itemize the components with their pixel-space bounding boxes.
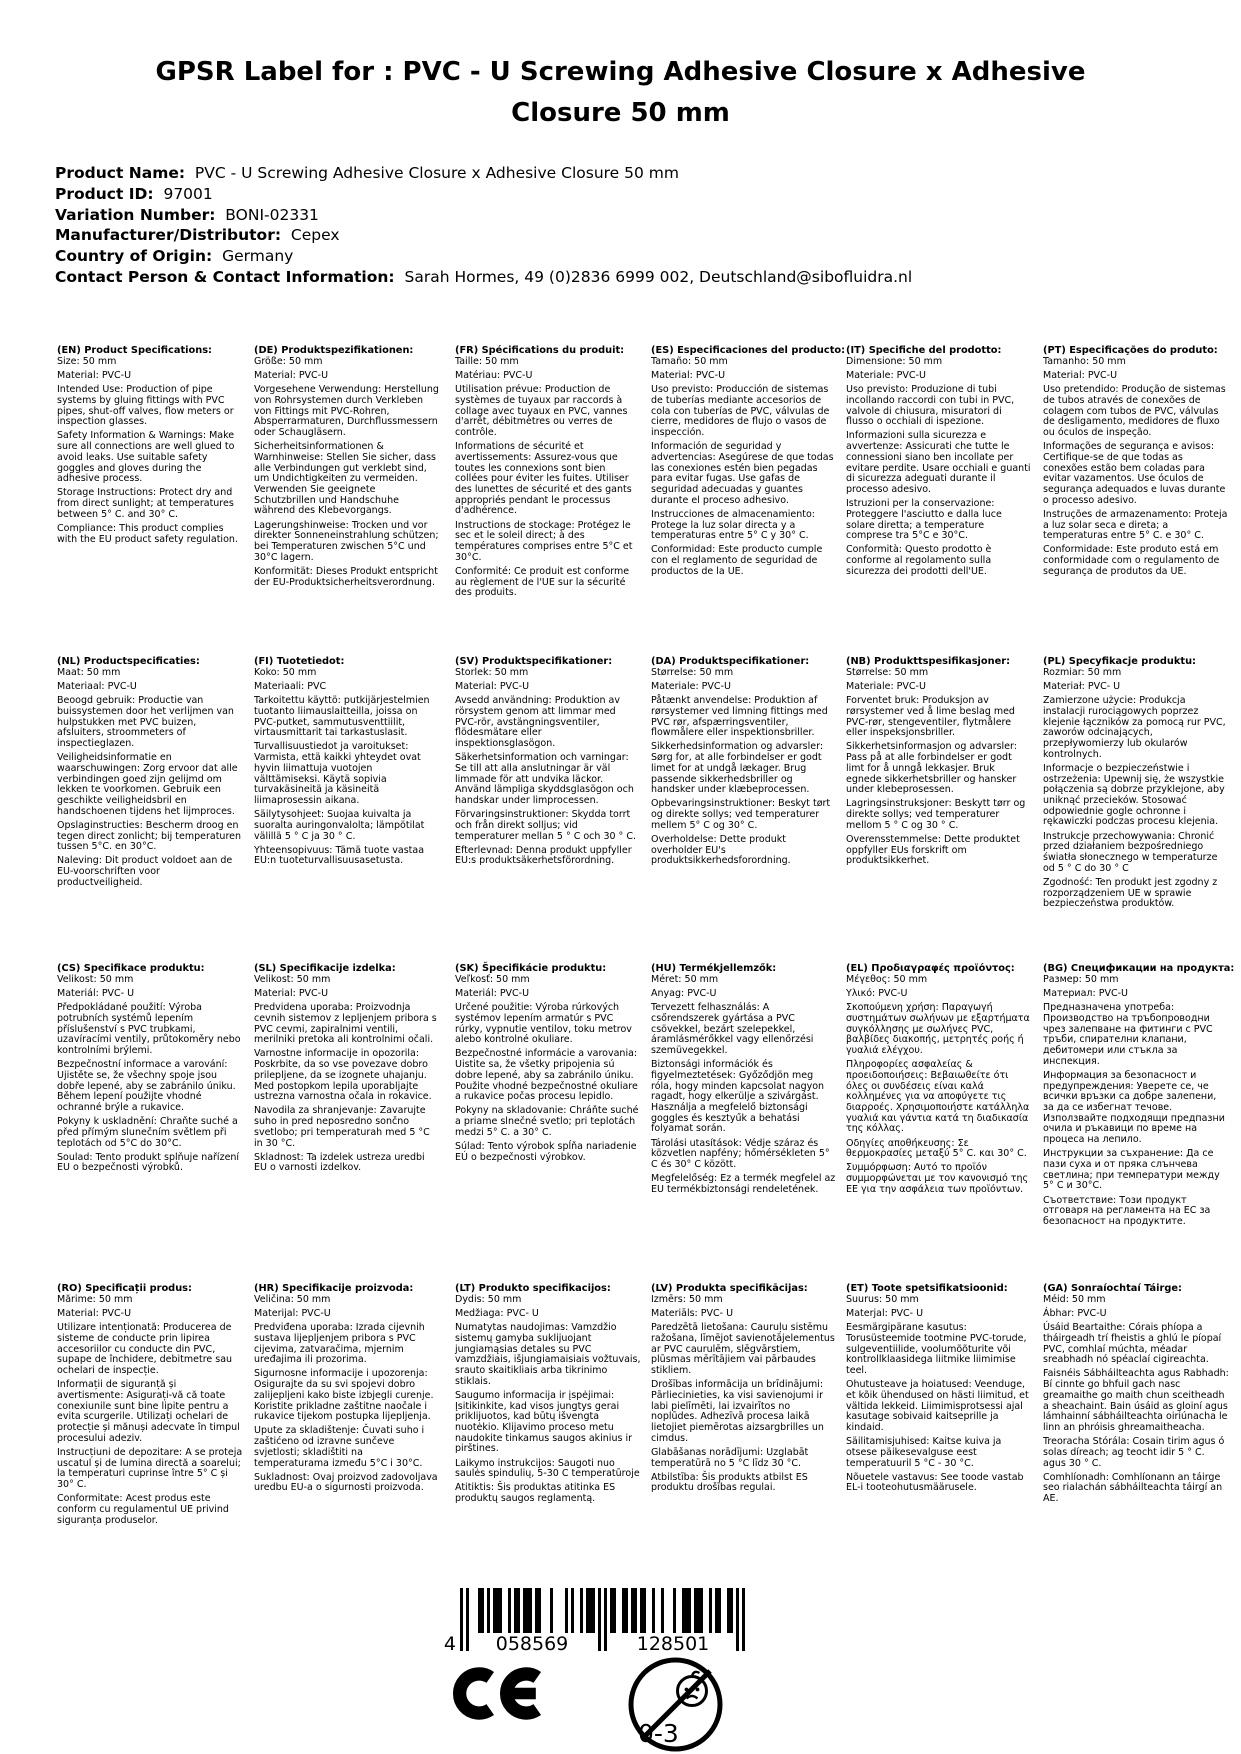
spec-block-et (846, 1284, 1032, 1498)
spec-paragraph: Materiaal: PVC-U (57, 680, 137, 692)
spec-paragraph: Säilitamisjuhised: Kaitse kuiva ja otsese päikesevalguse eest temperatuuril 5 °C - 30 °C. (846, 1436, 1002, 1469)
spec-paragraph: Säilytysohjeet: Suojaa kuivalta ja suoralta auringonvalolta; lämpötilat välillä 5 ° C ja 30 ° C. (254, 809, 425, 842)
spec-paragraph: Σκοπούμενη χρήση: Παραγωγή συστημάτων σωλήνων με εξαρτήματα συγκόλλησης με σωλήνες PVC, βαλβίδες διακοπής, μετρητές ροής ή γυαλιά ελέγχου. (846, 1002, 1030, 1056)
spec-paragraph: Treoracha Stórála: Cosain tirim agus ó solas díreach; ag teocht idir 5 ° C. agus 30 ° C. (1043, 1436, 1225, 1469)
spec-paragraph: Veličina: 50 mm (254, 1293, 331, 1305)
spec-block-header: (GA) Sonraíochtaí Táirge: (1043, 1283, 1182, 1294)
spec-paragraph: Avsedd användning: Produktion av rörsystem genom att limmar med PVC-rör, avstängningsventiler, flödesmätare eller inspektionsglasögon. (455, 695, 620, 749)
spec-paragraph: Materiaali: PVC (254, 680, 327, 692)
spec-paragraph: Predvidena uporaba: Proizvodnja cevnih sistemov z lepljenjem pribora s PVC cevmi, zapiralnimi ventili, merilniki pretoka ali kontrolnimi očali. (254, 1002, 437, 1046)
spec-paragraph: Предназначена употреба: Производство на тръбопроводни чрез залепване на фитинги с PVC тръби, спирателни клапани, дебитомери или стъкла за инспекция. (1043, 1002, 1213, 1067)
spec-paragraph: Conformitate: Acest produs este conform cu regulamentul UE privind siguranța produselor. (57, 1493, 229, 1526)
spec-paragraph: Opslaginstructies: Bescherm droog en tegen direct zonlicht; bij temperaturen tussen 5°C. en 30°C. (57, 819, 242, 853)
spec-paragraph: Material: PVC-U (1043, 369, 1118, 381)
spec-paragraph: Lagringsinstruksjoner: Beskytt tørr og direkte sollys; ved temperaturer mellom 5 ° C og 30 ° C. (846, 798, 1026, 831)
spec-paragraph: Информация за безопасност и предупреждения: Уверете се, че всички връзки са добре залепени, за да се избегнат течове. Използвайте подходящи предпазни очила и ръкавици по време на процеса на лепило. (1043, 1069, 1225, 1146)
spec-paragraph: Größe: 50 mm (254, 355, 323, 367)
barcode-right-group: 128501 (636, 1633, 710, 1655)
spec-paragraph: Predviđena uporaba: Izrada cijevnih sustava lijepljenjem pribora s PVC cijevima, zatvaračima, mjernim uređajima ili prozorima. (254, 1322, 425, 1366)
spec-block-header: (ES) Especificaciones del producto: (651, 345, 846, 356)
spec-block-header: (HR) Specifikacije proizvoda: (254, 1283, 414, 1294)
spec-block-da (651, 657, 837, 871)
spec-paragraph: Material: PVC-U (254, 987, 329, 999)
spec-paragraph: Informações de segurança e avisos: Certifique-se de que todas as conexões estão bem coladas para evitar vazamentos. Use óculos de segurança adequados e luvas durante o processo adesivo. (1043, 441, 1226, 506)
spec-paragraph: Sikkerhetsinformasjon og advarsler: Pass på at alle forbindelser er godt limt for å unngå lekkasjer. Bruk egnede sikkerhetsbriller og hansker under klebeprosessen. (846, 741, 1017, 796)
spec-paragraph: Pokyny na skladovanie: Chráňte suché a priame slnečné svetlo; pri teplotách medzi 5° C. a 30° C. (455, 1105, 639, 1138)
spec-paragraph: Uso previsto: Produzione di tubi incollando raccordi con tubi in PVC, valvole di chiusura, misuratori di flusso o occhiali di ispezione. (846, 384, 1015, 428)
barcode-left-group: 058569 (495, 1633, 569, 1655)
spec-block-cs (57, 964, 243, 1178)
spec-paragraph: Maat: 50 mm (57, 666, 121, 678)
spec-paragraph: Eesmärgipärane kasutus: Torusüsteemide tootmine PVC-torude, sulgeventiilide, voolumõõturite või kontrollklaasidega liitmike liimimise teel. (846, 1322, 1027, 1376)
spec-paragraph: Velikost: 50 mm (254, 973, 331, 985)
spec-block-hu (651, 964, 837, 1199)
spec-paragraph: Informazioni sulla sicurezza e avvertenze: Assicurati che tutte le connessioni siano ben incollate per evitare perdite. Usare occhiali e guanti di sicurezza adeguati durante il processo adesivo. (846, 430, 1031, 495)
spec-block-header: (PL) Specyfikacje produktu: (1043, 656, 1196, 667)
spec-block-header: (FR) Spécifications du produit: (455, 345, 625, 356)
spec-paragraph: Megfelelőség: Ez a termék megfelel az EU termékbiztonsági rendeletének. (651, 1173, 836, 1195)
spec-paragraph: Pokyny k uskladnění: Chraňte suché a před přímým slunečním světlem při teplotách od 5°C do 30°C. (57, 1116, 238, 1149)
spec-block-header: (ET) Toote spetsifikatsioonid: (846, 1283, 1008, 1294)
spec-paragraph: Informations de sécurité et avertissements: Assurez-vous que toutes les connexions sont bien collées pour éviter les fuites. Utiliser des lunettes de sécurité et des gants appropriés pendant le processus d'adhérence. (455, 441, 632, 517)
spec-paragraph: Paredzētā lietošana: Cauruļu sistēmu ražošana, līmējot savienotājelementus ar PVC caurulēm, slēgvārstiem, plūsmas mērītājiem vai pārbaudes stikliem. (651, 1322, 835, 1376)
spec-paragraph: Dydis: 50 mm (455, 1293, 522, 1305)
spec-paragraph: Størrelse: 50 mm (651, 666, 734, 678)
product-info-row (55, 163, 912, 184)
spec-paragraph: Informacje o bezpieczeństwie i ostrzeżenia: Upewnij się, że wszystkie połączenia są dobrze przyklejone, aby uniknąć przecieków. Stosować odpowiednie gogle ochronne i rękawiczki podczas procesu klejenia. (1043, 762, 1225, 828)
spec-block-header: (DA) Produktspecifikationer: (651, 656, 810, 667)
spec-paragraph: Размер: 50 mm (1043, 973, 1119, 985)
spec-block-header: (PT) Especificações do produto: (1043, 345, 1218, 356)
spec-paragraph: Rozmiar: 50 mm (1043, 666, 1122, 678)
spec-block-en (57, 346, 243, 549)
spec-block-header: (LT) Produkto specifikacijos: (455, 1283, 611, 1294)
spec-paragraph: Instructions de stockage: Protégez le sec et le soleil direct; à des températures comprises entre 5°C et 30°C. (455, 519, 633, 563)
product-info-section (55, 163, 912, 288)
spec-paragraph: Μέγεθος: 50 mm (846, 973, 928, 985)
spec-block-ro (57, 1284, 243, 1530)
spec-paragraph: Forventet bruk: Produksjon av rørsystemer ved å lime beslag med PVC-rør, stengeventiler, flytmålere eller inspeksjonsbriller. (846, 695, 1015, 739)
spec-paragraph: Materiale: PVC-U (846, 369, 926, 381)
spec-paragraph: Velikost: 50 mm (57, 973, 134, 985)
product-info-row (55, 225, 912, 246)
spec-paragraph: Veľkosť: 50 mm (455, 973, 530, 985)
product-info-label: Contact Person & Contact Information: (55, 267, 395, 286)
spec-paragraph: Material: PVC-U (455, 680, 530, 692)
spec-paragraph: Konformität: Dieses Produkt entspricht der EU-Produktsicherheitsverordnung. (254, 565, 438, 588)
spec-block-sl (254, 964, 440, 1178)
spec-paragraph: Izmērs: 50 mm (651, 1293, 723, 1305)
spec-paragraph: Faisnéis Sábháilteachta agus Rabhadh: Bí cinnte go bhfuil gach nasc greamaithe go maith chun sceitheadh a sheachaint. Bain úsáid as gloiní agus lámhainní sábháilteachta oiriúnacha le linn an phróisis ghreamaitheacha. (1043, 1368, 1229, 1433)
spec-paragraph: Předpokládané použití: Výroba potrubních systémů lepením příslušenství s PVC trubkami, uzavíracími ventily, průtokoměry nebo kontrolními brýlemi. (57, 1002, 241, 1056)
product-info-label: Manufacturer/Distributor: (55, 226, 282, 245)
spec-paragraph: Sukladnost: Ovaj proizvod zadovoljava uredbu EU-a o sigurnosti proizvoda. (254, 1471, 438, 1494)
product-info-row (55, 267, 912, 288)
spec-paragraph: Uso previsto: Producción de sistemas de tuberías mediante accesorios de cola con tuberías de PVC, válvulas de cierre, medidores de flujo o vasos de inspección. (651, 384, 830, 438)
spec-paragraph: Nõuetele vastavus: See toode vastab EL-i tooteohutusmäärusele. (846, 1471, 1024, 1494)
spec-paragraph: Tárolási utasítások: Védje száraz és közvetlen napfény; hőmérsékleten 5° C és 30° C között. (651, 1137, 830, 1170)
spec-paragraph: Οδηγίες αποθήκευσης: Σε θερμοκρασίες μεταξύ 5° C. και 30° C. (846, 1137, 1027, 1160)
spec-block-lv (651, 1284, 837, 1498)
spec-paragraph: Intended Use: Production of pipe systems by gluing fittings with PVC pipes, shut-off valves, flow meters or inspection glasses. (57, 384, 234, 428)
spec-block-pl (1043, 657, 1229, 913)
spec-paragraph: Informații de siguranță și avertismente: Asigurați-vă că toate conexiunile sunt bine lipite pentru a evita scurgerile. Utilizați ochelari de protecție și mănuși adecvate în timpul procesului adeziv. (57, 1379, 240, 1444)
spec-block-header: (SK) Špecifikácie produktu: (455, 963, 607, 974)
spec-paragraph: Navodila za shranjevanje: Zavarujte suho in pred neposredno sončno svetlobo; pri temperaturah med 5 °C in 30 °C. (254, 1105, 430, 1149)
spec-block-header: (LV) Produkta specifikācijas: (651, 1283, 808, 1294)
spec-paragraph: Υλικό: PVC-U (846, 987, 908, 999)
spec-paragraph: Conformité: Ce produit est conforme au règlement de l'UE sur la sécurité des produits. (455, 565, 630, 599)
spec-paragraph: Turvallisuustiedot ja varoitukset: Varmista, että kaikki yhteydet ovat hyvin liimattuja vuotojen välttämiseksi. Käytä sopivia turvakäsineitä ja käsineitä liimaprosessin aikana. (254, 741, 421, 806)
spec-paragraph: Zgodność: Ten produkt jest zgodny z rozporządzeniem UE w sprawie bezpieczeństwa produktów. (1043, 876, 1218, 910)
spec-paragraph: Instrucciones de almacenamiento: Protege la luz solar directa y a temperaturas entre 5° C y 30° C. (651, 508, 815, 542)
spec-paragraph: Naleving: Dit product voldoet aan de EU-voorschriften voor productveiligheid. (57, 855, 233, 888)
spec-block-header: (SV) Produktspecifikationer: (455, 656, 613, 667)
spec-block-header: (CS) Specifikace produktu: (57, 963, 205, 974)
spec-paragraph: Uso pretendido: Produção de sistemas de tubos através de conexões de colagem com tubos de PVC, válvulas de desligamento, medidores de fluxo ou óculos de inspeção. (1043, 384, 1226, 438)
spec-paragraph: Sicherheitsinformationen & Warnhinweise: Stellen Sie sicher, dass alle Verbindungen gut verklebt sind, um Undichtigkeiten zu vermeiden. Verwenden Sie geeignete Schutzbrillen und Handschuhe während des Klebevorgangs. (254, 441, 436, 517)
spec-paragraph: Bezpečnostné informácie a varovania: Uistite sa, že všetky pripojenia sú dobre lepené, aby sa zabránilo úniku. Použite vhodné bezpečnostné okuliare a rukavice počas procesu lepidlo. (455, 1048, 638, 1103)
spec-paragraph: Dimensione: 50 mm (846, 355, 943, 367)
spec-block-nb (846, 657, 1032, 871)
page-title: GPSR Label for : PVC - U Screwing Adhesive Closure x Adhesive Closure 50 mm (155, 57, 1086, 128)
spec-paragraph: Instruções de armazenamento: Proteja a luz solar seca e direta; a temperaturas entre 5° C. e 30° C. (1043, 508, 1228, 542)
spec-paragraph: Opbevaringsinstruktioner: Beskyt tørt og direkte sollys; ved temperaturer mellem 5° C og 30° C. (651, 798, 831, 831)
spec-paragraph: Instrukcje przechowywania: Chronić przed działaniem bezpośredniego światła słonecznego w temperaturze od 5 ° C do 30 ° C (1043, 830, 1218, 874)
spec-paragraph: Biztonsági információk és figyelmeztetések: Győződjön meg róla, hogy minden kapcsolat nagyon ragadt, hogy elkerülje a szivárgást. Használja a megfelelő biztonsági goggles és kesztyűk a behatási folyamat során. (651, 1059, 825, 1135)
spec-paragraph: Varnostne informacije in opozorila: Poskrbite, da so vse povezave dobro prilepljene, da se izognete uhajanju. Med postopkom lepila uporabljajte ustrezna varnostna očala in rokavice. (254, 1048, 432, 1103)
spec-paragraph: Størrelse: 50 mm (846, 666, 929, 678)
spec-paragraph: Beoogd gebruik: Productie van buissystemen door het verlijmen van hulpstukken met PVC buizen, afsluiters, stroommeters of inspectieglazen. (57, 695, 234, 749)
spec-block-header: (IT) Specifiche del prodotto: (846, 345, 1002, 356)
spec-paragraph: Instrucțiuni de depozitare: A se proteja uscatul și de lumina directă a soarelui; la temperaturi cuprinse între 5° C și 30° C. (57, 1446, 243, 1490)
product-info-value: BONI-02331 (215, 205, 319, 224)
product-info-label: Variation Number: (55, 205, 216, 224)
spec-block-header: (NL) Productspecificaties: (57, 656, 200, 667)
spec-paragraph: Safety Information & Warnings: Make sure all connections are well glued to avoid leaks. Use suitable safety goggles and gloves during the adhesive process. (57, 430, 235, 485)
spec-block-hr (254, 1284, 440, 1498)
spec-paragraph: Bezpečnostní informace a varování: Ujistěte se, že všechny spoje jsou dobře lepené, aby se zabránilo úniku. Během lepení použijte vhodné ochranné brýle a rukavice. (57, 1059, 236, 1113)
spec-paragraph: Compliance: This product complies with the EU product safety regulation. (57, 523, 238, 545)
spec-paragraph: Συμμόρφωση: Αυτό το προϊόν συμμορφώνεται με τον κανονισμό της ΕΕ για την ασφάλεια των προϊόντων. (846, 1162, 1029, 1195)
spec-paragraph: Förvaringsinstruktioner: Skydda torrt och från direkt solljus; vid temperaturer mellan 5 ° C och 30 ° C. (455, 809, 636, 842)
spec-paragraph: Tervezett felhasználás: A csőrendszerek gyártása a PVC csövekkel, bezárt szelepekkel, áramlásmérőkkel vagy ellenőrzési szemüvegekkel. (651, 1002, 814, 1056)
spec-paragraph: Úsáid Beartaithe: Córais phíopa a tháirgeadh trí fheistis a ghlú le píopaí PVC, comhlaí múchta, méadar sreabhadh nó spéaclaí cigireachta. (1043, 1322, 1222, 1366)
ce-mark-icon (452, 1666, 554, 1725)
product-info-value: Sarah Hormes, 49 (0)2836 6999 002, Deutschland@sibofluidra.nl (394, 267, 913, 286)
product-info-row (55, 205, 912, 226)
product-info-value: Germany (212, 247, 294, 266)
spec-block-lt (455, 1284, 641, 1508)
spec-paragraph: Påtænkt anvendelse: Produktion af rørsystemer ved limning fittings med PVC rør, afspærringsventiler, flowmålere eller inspektionsbriller. (651, 695, 828, 739)
spec-paragraph: Sikkerhedsinformation og advarsler: Sørg for, at alle forbindelser er godt limet for at undgå lækager. Brug passende sikkerhedsbriller og handsker under klæbeprocessen. (651, 741, 824, 796)
spec-paragraph: Ohutusteave ja hoiatused: Veenduge, et kõik ühendused on hästi liimitud, et vältida lekkeid. Liimimisprotsessi ajal kasutage sobivaid kaitseprille ja kindaid. (846, 1379, 1029, 1433)
spec-paragraph: Materiál: PVC-U (455, 987, 530, 999)
spec-paragraph: Soulad: Tento produkt splňuje nařízení EU o bezpečnosti výrobků. (57, 1151, 240, 1174)
ean13-barcode (430, 1588, 760, 1660)
spec-block-el (846, 964, 1032, 1199)
spec-paragraph: Tarkoitettu käyttö: putkijärjestelmien tuotanto liimauslaitteilla, joissa on PVC-putket, sammutusventtiilit, virtausmittarit tai tarkastuslasit. (254, 695, 430, 739)
spec-paragraph: Materiale: PVC-U (651, 680, 731, 692)
spec-paragraph: Storage Instructions: Protect dry and from direct sunlight; at temperatures between 5° C. and 30° C. (57, 487, 234, 520)
spec-block-fr (455, 346, 641, 602)
spec-block-header: (HU) Termékjellemzők: (651, 963, 777, 974)
spec-block-header: (RO) Specificații produs: (57, 1283, 192, 1294)
spec-paragraph: Suurus: 50 mm (846, 1293, 919, 1305)
spec-paragraph: Atitiktis: Šis produktas atitinka ES produktų saugos reglamentą. (455, 1482, 616, 1505)
spec-paragraph: Zamierzone użycie: Produkcja instalacji rurociągowych poprzez klejenie łączników za pomocą rur PVC, zaworów odcinających, przepływomierzy lub okularów kontrolnych. (1043, 695, 1226, 760)
product-info-value: 97001 (153, 184, 213, 203)
spec-paragraph: Información de seguridad y advertencias: Asegúrese de que todas las conexiones estén bien pegadas para evitar fugas. Use gafas de seguridad adecuadas y guantes durante el proceso adhesivo. (651, 441, 834, 506)
spec-paragraph: Overensstemmelse: Dette produktet oppfyller EUs forskrift om produktsikkerhet. (846, 834, 1020, 867)
spec-paragraph: Sigurnosne informacije i upozorenja: Osigurajte da su svi spojevi dobro zalijepljeni kako biste izbjegli curenje. Koristite prikladne zaštitne naočale i rukavice tijekom postupka lijepljenja. (254, 1368, 434, 1423)
spec-paragraph: Lagerungshinweise: Trocken und vor direkter Sonneneinstrahlung schützen; bei Temperaturen zwischen 5°C und 30°C lagern. (254, 519, 439, 563)
spec-paragraph: Súlad: Tento výrobok spĺňa nariadenie EÚ o bezpečnosti výrobkov. (455, 1141, 637, 1163)
spec-paragraph: Material: PVC-U (57, 369, 132, 381)
spec-paragraph: Инструкции за съхранение: Да се пази суха и от пряка слънчева светлина; при температури между 5° C и 30°C. (1043, 1148, 1220, 1192)
spec-block-header: (BG) Спецификации на продукта: (1043, 963, 1235, 974)
spec-paragraph: Materiał: PVC- U (1043, 680, 1121, 692)
spec-paragraph: Drošības informācija un brīdinājumi: Pārliecinieties, ka visi savienojumi ir labi pielīmēti, lai izvairītos no noplūdes. Adhezīvā procesa laikā lietojiet piemērotas aizsargbrilles un cimdus. (651, 1379, 824, 1444)
spec-paragraph: Upute za skladištenje: Čuvati suho i zaštićeno od izravne sunčeve svjetlosti; skladištiti na temperaturama između 5°C i 30°C. (254, 1425, 425, 1469)
spec-paragraph: Ábhar: PVC-U (1043, 1307, 1107, 1319)
spec-paragraph: Overholdelse: Dette produkt overholder EU's produktsikkerhedsforordning. (651, 834, 791, 867)
spec-paragraph: Vorgesehene Verwendung: Herstellung von Rohrsystemen durch Verkleben von Fittings mit PVC-Rohren, Absperrarmaturen, Durchflussmessern oder Schaugläsern. (254, 384, 439, 438)
spec-block-ga (1043, 1284, 1229, 1508)
spec-paragraph: Utilisation prévue: Production de systèmes de tuyaux par raccords à collage avec tuyaux en PVC, vannes d'arrêt, débitmètres ou verres de contrôle. (455, 384, 628, 438)
spec-paragraph: Méid: 50 mm (1043, 1293, 1106, 1305)
spec-block-es (651, 345, 846, 581)
spec-paragraph: Matériau: PVC-U (455, 369, 533, 381)
spec-block-header: (NB) Produkttspesifikasjoner: (846, 656, 1010, 667)
spec-block-header: (SL) Specifikacije izdelka: (254, 963, 396, 974)
spec-paragraph: Material: PVC-U (57, 1307, 132, 1319)
spec-paragraph: Πληροφορίες ασφαλείας & προειδοποιήσεις: Βεβαιωθείτε ότι όλες οι συνδέσεις είναι καλά κολλημένες για να αποφύγετε τις διαρροές. Χρησιμοποιήστε κατάλληλα γυαλιά και γάντια κατά τη διαδικασία της κόλλας. (846, 1059, 1030, 1135)
spec-block-header: (FI) Tuotetiedot: (254, 656, 345, 667)
spec-paragraph: Conformidad: Este producto cumple con el reglamento de seguridad de productos de la UE. (651, 544, 823, 577)
product-info-value: PVC - U Screwing Adhesive Closure x Adhesive Closure 50 mm (185, 164, 679, 182)
spec-block-bg (1043, 963, 1235, 1231)
age-warning-0-3-icon (626, 1655, 725, 1754)
age-warning-text: 0-3 (638, 1719, 679, 1748)
spec-paragraph: Skladnost: Ta izdelek ustreza uredbi EU o varnosti izdelkov. (254, 1151, 425, 1174)
spec-paragraph: Veiligheidsinformatie en waarschuwingen: Zorg ervoor dat alle verbindingen goed zijn gelijmd om lekken te voorkomen. Gebruik een geschikte veiligheidsbril en handschoenen tijdens het lijmproces. (57, 752, 238, 817)
product-info-label: Country of Origin: (55, 247, 213, 266)
spec-paragraph: Taille: 50 mm (455, 355, 519, 367)
spec-paragraph: Säkerhetsinformation och varningar: Se till att alla anslutningar är väl limmade för att undvika läckor. Använd lämpliga skyddsglasögon och handskar under limprocessen. (455, 752, 634, 806)
spec-paragraph: Utilizare intenționată: Producerea de sisteme de conducte prin lipirea accesoriilor cu conducte din PVC, supape de închidere, debitmetre sau ochelari de inspecție. (57, 1322, 233, 1376)
spec-paragraph: Materijal: PVC-U (254, 1307, 331, 1319)
spec-paragraph: Materiale: PVC-U (846, 680, 926, 692)
spec-paragraph: Medžiaga: PVC- U (455, 1307, 539, 1319)
spec-paragraph: Yhteensopivuus: Tämä tuote vastaa EU:n tuoteturvallisuusasetusta. (254, 844, 425, 867)
spec-paragraph: Conformidade: Este produto está em conformidade com o regulamento de segurança de produtos da UE. (1043, 544, 1220, 577)
spec-paragraph: Anyag: PVC-U (651, 987, 717, 999)
spec-block-header: (DE) Produktspezifikationen: (254, 345, 414, 356)
spec-paragraph: Storlek: 50 mm (455, 666, 529, 678)
spec-paragraph: Materjal: PVC- U (846, 1307, 924, 1319)
spec-paragraph: Material: PVC-U (651, 369, 726, 381)
spec-block-it (846, 346, 1032, 581)
spec-paragraph: Mărime: 50 mm (57, 1293, 133, 1305)
spec-paragraph: Материал: PVC-U (1043, 987, 1128, 999)
spec-paragraph: Materiāls: PVC- U (651, 1307, 734, 1319)
spec-paragraph: Conformità: Questo prodotto è conforme al regolamento sulla sicurezza dei prodotti dell'UE. (846, 544, 992, 577)
spec-paragraph: Tamanho: 50 mm (1043, 355, 1126, 367)
spec-paragraph: Materiál: PVC- U (57, 987, 135, 999)
spec-paragraph: Koko: 50 mm (254, 666, 317, 678)
spec-paragraph: Tamaño: 50 mm (651, 355, 728, 367)
spec-block-header: (EL) Προδιαγραφές προϊόντος: (846, 963, 1015, 974)
spec-block-sk (455, 964, 641, 1167)
spec-paragraph: Glabāšanas norādījumi: Uzglabāt temperatūrā no 5 °C līdz 30 °C. (651, 1446, 809, 1469)
spec-block-sv (455, 657, 641, 871)
spec-block-nl (57, 657, 243, 892)
spec-paragraph: Istruzioni per la conservazione: Proteggere l'asciutto e dalla luce solare diretta; a temperature comprese tra 5°C e 30°C. (846, 498, 1002, 542)
spec-paragraph: Určené použitie: Výroba rúrkových systémov lepením armatúr s PVC rúrky, vypnutie ventilov, toku metrov alebo kontrolné okuliare. (455, 1002, 632, 1046)
product-info-row (55, 246, 912, 267)
spec-paragraph: Съответствие: Този продукт отговаря на регламента на ЕС за безопасност на продуктите. (1043, 1194, 1211, 1227)
spec-paragraph: Laikymo instrukcijos: Saugoti nuo saulės spindulių, 5-30 C temperatūroje (455, 1457, 640, 1480)
product-info-value: Cepex (281, 226, 340, 245)
spec-paragraph: Numatytas naudojimas: Vamzdžio sistemų gamyba suklijuojant jungiamąsias detales su PVC vamzdžiais, išjungiamaisiais vožtuvais, srauto skaitikliais arba tikrinimo stiklais. (455, 1322, 641, 1387)
product-info-row (55, 184, 912, 205)
spec-paragraph: Saugumo informacija ir įspėjimai: Įsitikinkite, kad visos jungtys gerai priklijuotos, kad būtų išvengta nuotėkio. Klijavimo proceso metu naudokite tinkamus saugos akinius ir pirštines. (455, 1389, 632, 1455)
spec-paragraph: Atbilstība: Šis produkts atbilst ES produktu drošības regulai. (651, 1471, 808, 1494)
spec-paragraph: Comhlíonadh: Comhlíonann an táirge seo rialachán sábháilteachta táirgí an AE. (1043, 1471, 1223, 1505)
spec-block-header: (EN) Product Specifications: (57, 345, 212, 356)
spec-block-fi (254, 657, 440, 871)
spec-paragraph: Size: 50 mm (57, 355, 117, 367)
spec-paragraph: Efterlevnad: Denna produkt uppfyller EU:s produktsäkerhetsförordning. (455, 844, 632, 867)
spec-paragraph: Material: PVC-U (254, 369, 329, 381)
spec-block-pt (1043, 346, 1229, 581)
product-info-label: Product Name: (55, 164, 186, 182)
barcode-leading-digit: 4 (443, 1633, 456, 1655)
spec-paragraph: Méret: 50 mm (651, 973, 719, 985)
spec-block-de (254, 346, 440, 592)
product-info-label: Product ID: (55, 184, 154, 203)
